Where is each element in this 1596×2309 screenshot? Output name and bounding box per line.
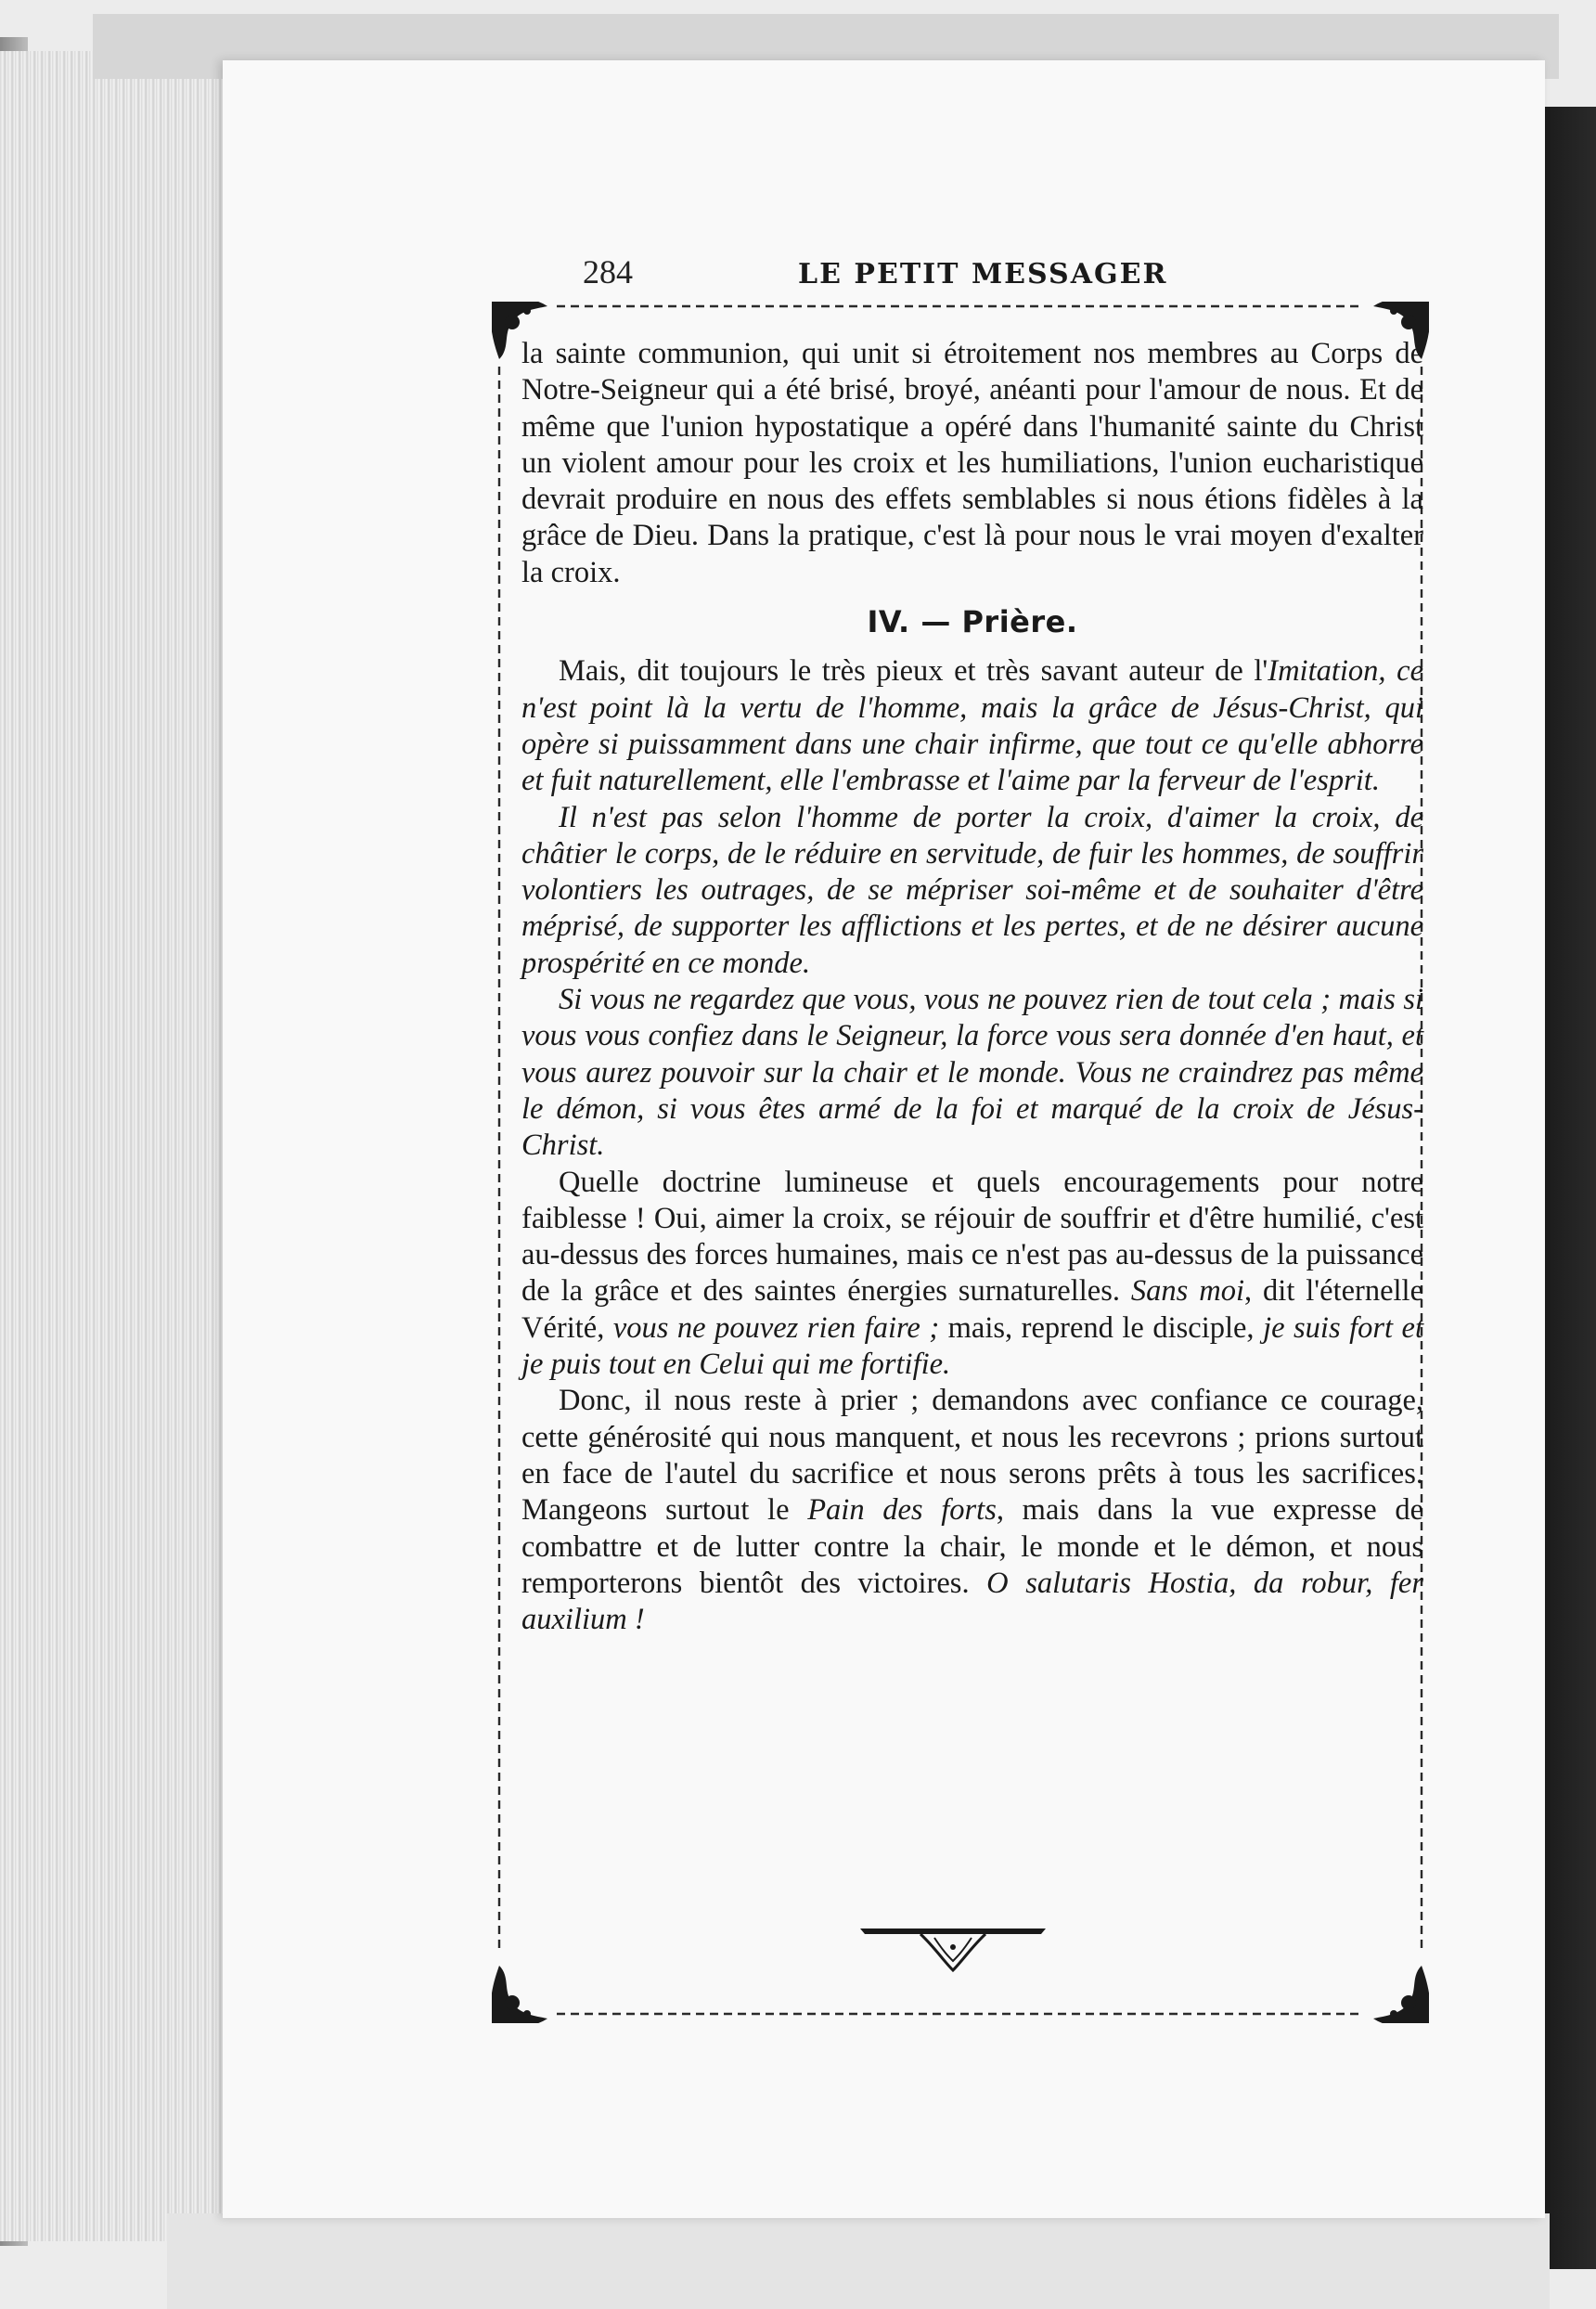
facing-page-edge xyxy=(1545,107,1596,2269)
corner-ornament-bottom-left xyxy=(492,1966,547,2023)
paragraph-6-text-c: , mais dans la vue expresse de combattre et de lutter contre la chair, le monde et le démon, et nous remporterons bientôt des victoires. xyxy=(521,1493,1424,1600)
page-body-text xyxy=(521,336,1423,1638)
paragraph-3: Il n'est pas selon l'homme de porter la croix, d'aimer la croix, de châtier le corps, de le réduire en servitude, de fuir les hommes, de souffrir volontiers les outrages, de se mépriser soi-même et de souhaiter d'être méprisé, de supporter les afflictions et les pertes, et de ne désirer aucune prospérité en ce monde. xyxy=(521,800,1423,980)
paragraph-5-text-a: Quelle doctrine lumineuse et quels encouragements pour notre faiblesse ! Oui, aimer la croix, se réjouir de souffrir et d'être humilié, c'est au-dessus des forces humaines, mais ce n'est pas au-dessus de la puissance de la grâce et des saintes énergies surnaturelles. xyxy=(521,1165,1423,1309)
page-stack-edge xyxy=(0,51,227,2241)
paragraph-5-text-e: mais, reprend le disciple, xyxy=(939,1310,1264,1345)
section-heading: IV. — Prière. xyxy=(867,604,1078,640)
paragraph-2-quote: , ce n'est point là la vertu de l'homme, mais la grâce de Jésus-Christ, qui opère si puissamment dans une chair infirme, que tout ce qu'elle abhorre et fuit naturellement, elle l'embrasse et l'aime par la ferveur de l'esprit. xyxy=(521,654,1423,798)
paragraph-6-text-a: Donc, il nous reste à prier ; demandons avec confiance ce courage, cette générosité qui nous manquent, et nous les recevrons ; prions surtout en face de l'autel du sacrifice et nous serons prêts à tous les sacrifices. Mangeons surtout le xyxy=(521,1384,1423,1528)
paragraph-5-text-d: vous ne pouvez rien faire ; xyxy=(612,1310,940,1345)
corner-ornament-bottom-right xyxy=(1373,1966,1429,2023)
book-title-imitation: Imitation xyxy=(1268,654,1379,689)
running-title: LE PETIT MESSAGER xyxy=(798,258,1168,290)
paragraph-5-text-f: je suis fort et je puis tout en Celui qui me fortifie. xyxy=(521,1310,1423,1382)
paragraph-2 xyxy=(521,653,1423,799)
page-bottom-shadow xyxy=(167,2213,1550,2309)
paragraph-5-text-b: Sans moi xyxy=(1130,1274,1244,1309)
paragraph-5 xyxy=(521,1165,1423,1384)
paragraph-6-text-b: Pain des forts xyxy=(807,1493,997,1528)
tailpiece-ornament-icon xyxy=(856,1919,1050,1975)
paragraph-5-text-c: , dit l'éternelle Vérité, xyxy=(521,1274,1424,1345)
paragraph-1: la sainte communion, qui unit si étroitement nos membres au Corps de Notre-Seigneur qui a été brisé, broyé, anéanti pour l'amour de nous. Et de même que l'union hypostatique a opéré dans l'humanité sainte du Christ un violent amour pour les croix et les humiliations, l'union eucharistique devrait produire en nous des effets semblables si nous étions fidèles à la grâce de Dieu. Dans la pratique, c'est là pour nous le vrai moyen d'exalter la croix. xyxy=(521,337,1423,589)
paragraph-2-lead: Mais, dit toujours le très pieux et très savant auteur de l' xyxy=(559,654,1268,689)
paragraph-4: Si vous ne regardez que vous, vous ne pouvez rien de tout cela ; mais si vous vous confiez dans le Seigneur, la force vous sera donnée d'en haut, et vous aurez pouvoir sur la chair et le monde. Vous ne craindrez pas même le démon, si vous êtes armé de la foi et marqué de la croix de Jésus-Christ. xyxy=(521,983,1423,1163)
page-number: 284 xyxy=(583,253,633,290)
paragraph-6-text-d: O salutaris Hostia, da robur, fer auxilium ! xyxy=(521,1566,1423,1637)
paragraph-6 xyxy=(521,1383,1423,1638)
